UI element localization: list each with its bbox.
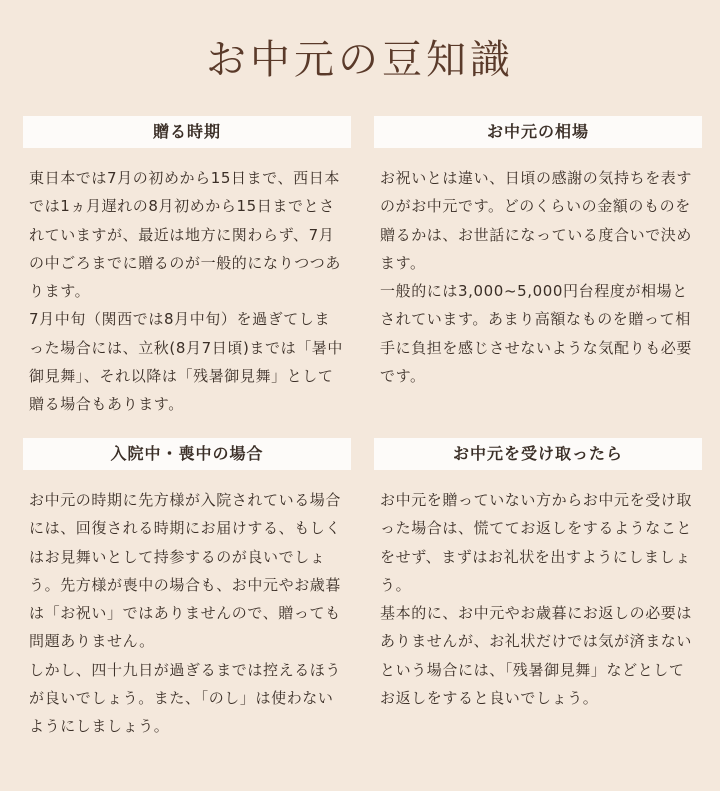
paragraph: 基本的に、お中元やお歳暮にお返しの必要はありませんが、お礼状だけでは気が済まないという場合には、「残暑御見舞」などとしてお返しをすると良いでしょう。 <box>380 604 693 708</box>
paragraph: お中元の時期に先方様が入院されている場合には、回復される時期にお届けする、もしくはお見舞いとして持参するのが良いでしょう。先方様が喪中の場合も、お中元やお歳暮は「お祝い」ではありませんので、贈っても問題ありません。 <box>29 491 342 651</box>
section-body <box>23 164 351 419</box>
section-body <box>374 164 702 390</box>
section-heading: 贈る時期 <box>23 116 351 148</box>
paragraph: しかし、四十九日が過ぎるまでは控えるほうが良いでしょう。また、「のし」は使わないようにしましょう。 <box>29 660 342 736</box>
section-gift-timing <box>23 116 351 419</box>
section-gift-price-range <box>374 116 702 390</box>
paragraph: 一般的には3,000~5,000円台程度が相場とされています。あまり高額なものを贈って相手に負担を感じさせないような気配りも必要です。 <box>380 282 693 386</box>
section-heading: 入院中・喪中の場合 <box>23 438 351 470</box>
section-body <box>23 486 351 741</box>
section-body <box>374 486 702 712</box>
section-heading: お中元を受け取ったら <box>374 438 702 470</box>
section-after-receiving <box>374 438 702 712</box>
paragraph: 7月中旬（関西では8月中旬）を過ぎてしまった場合には、立秋(8月7日頃)までは「暑中御見舞」、それ以降は「残暑御見舞」として贈る場合もあります。 <box>29 310 343 414</box>
paragraph: お祝いとは違い、日頃の感謝の気持ちを表すのがお中元です。どのくらいの金額のものを贈るかは、お世話になっている度合いで決めます。 <box>380 169 693 272</box>
paragraph: 東日本では7月の初めから15日まで、西日本では1ヵ月遅れの8月初めから15日までとされていますが、最近は地方に関わらず、7月の中ごろまでに贈るのが一般的になりつつあります。 <box>29 169 342 301</box>
section-heading: お中元の相場 <box>374 116 702 148</box>
section-hospital-mourning <box>23 438 351 741</box>
paragraph: お中元を贈っていない方からお中元を受け取った場合は、慌ててお返しをするようなことをせず、まずはお礼状を出すようにしましょう。 <box>380 491 693 594</box>
page-title: お中元の豆知識 <box>206 37 514 83</box>
